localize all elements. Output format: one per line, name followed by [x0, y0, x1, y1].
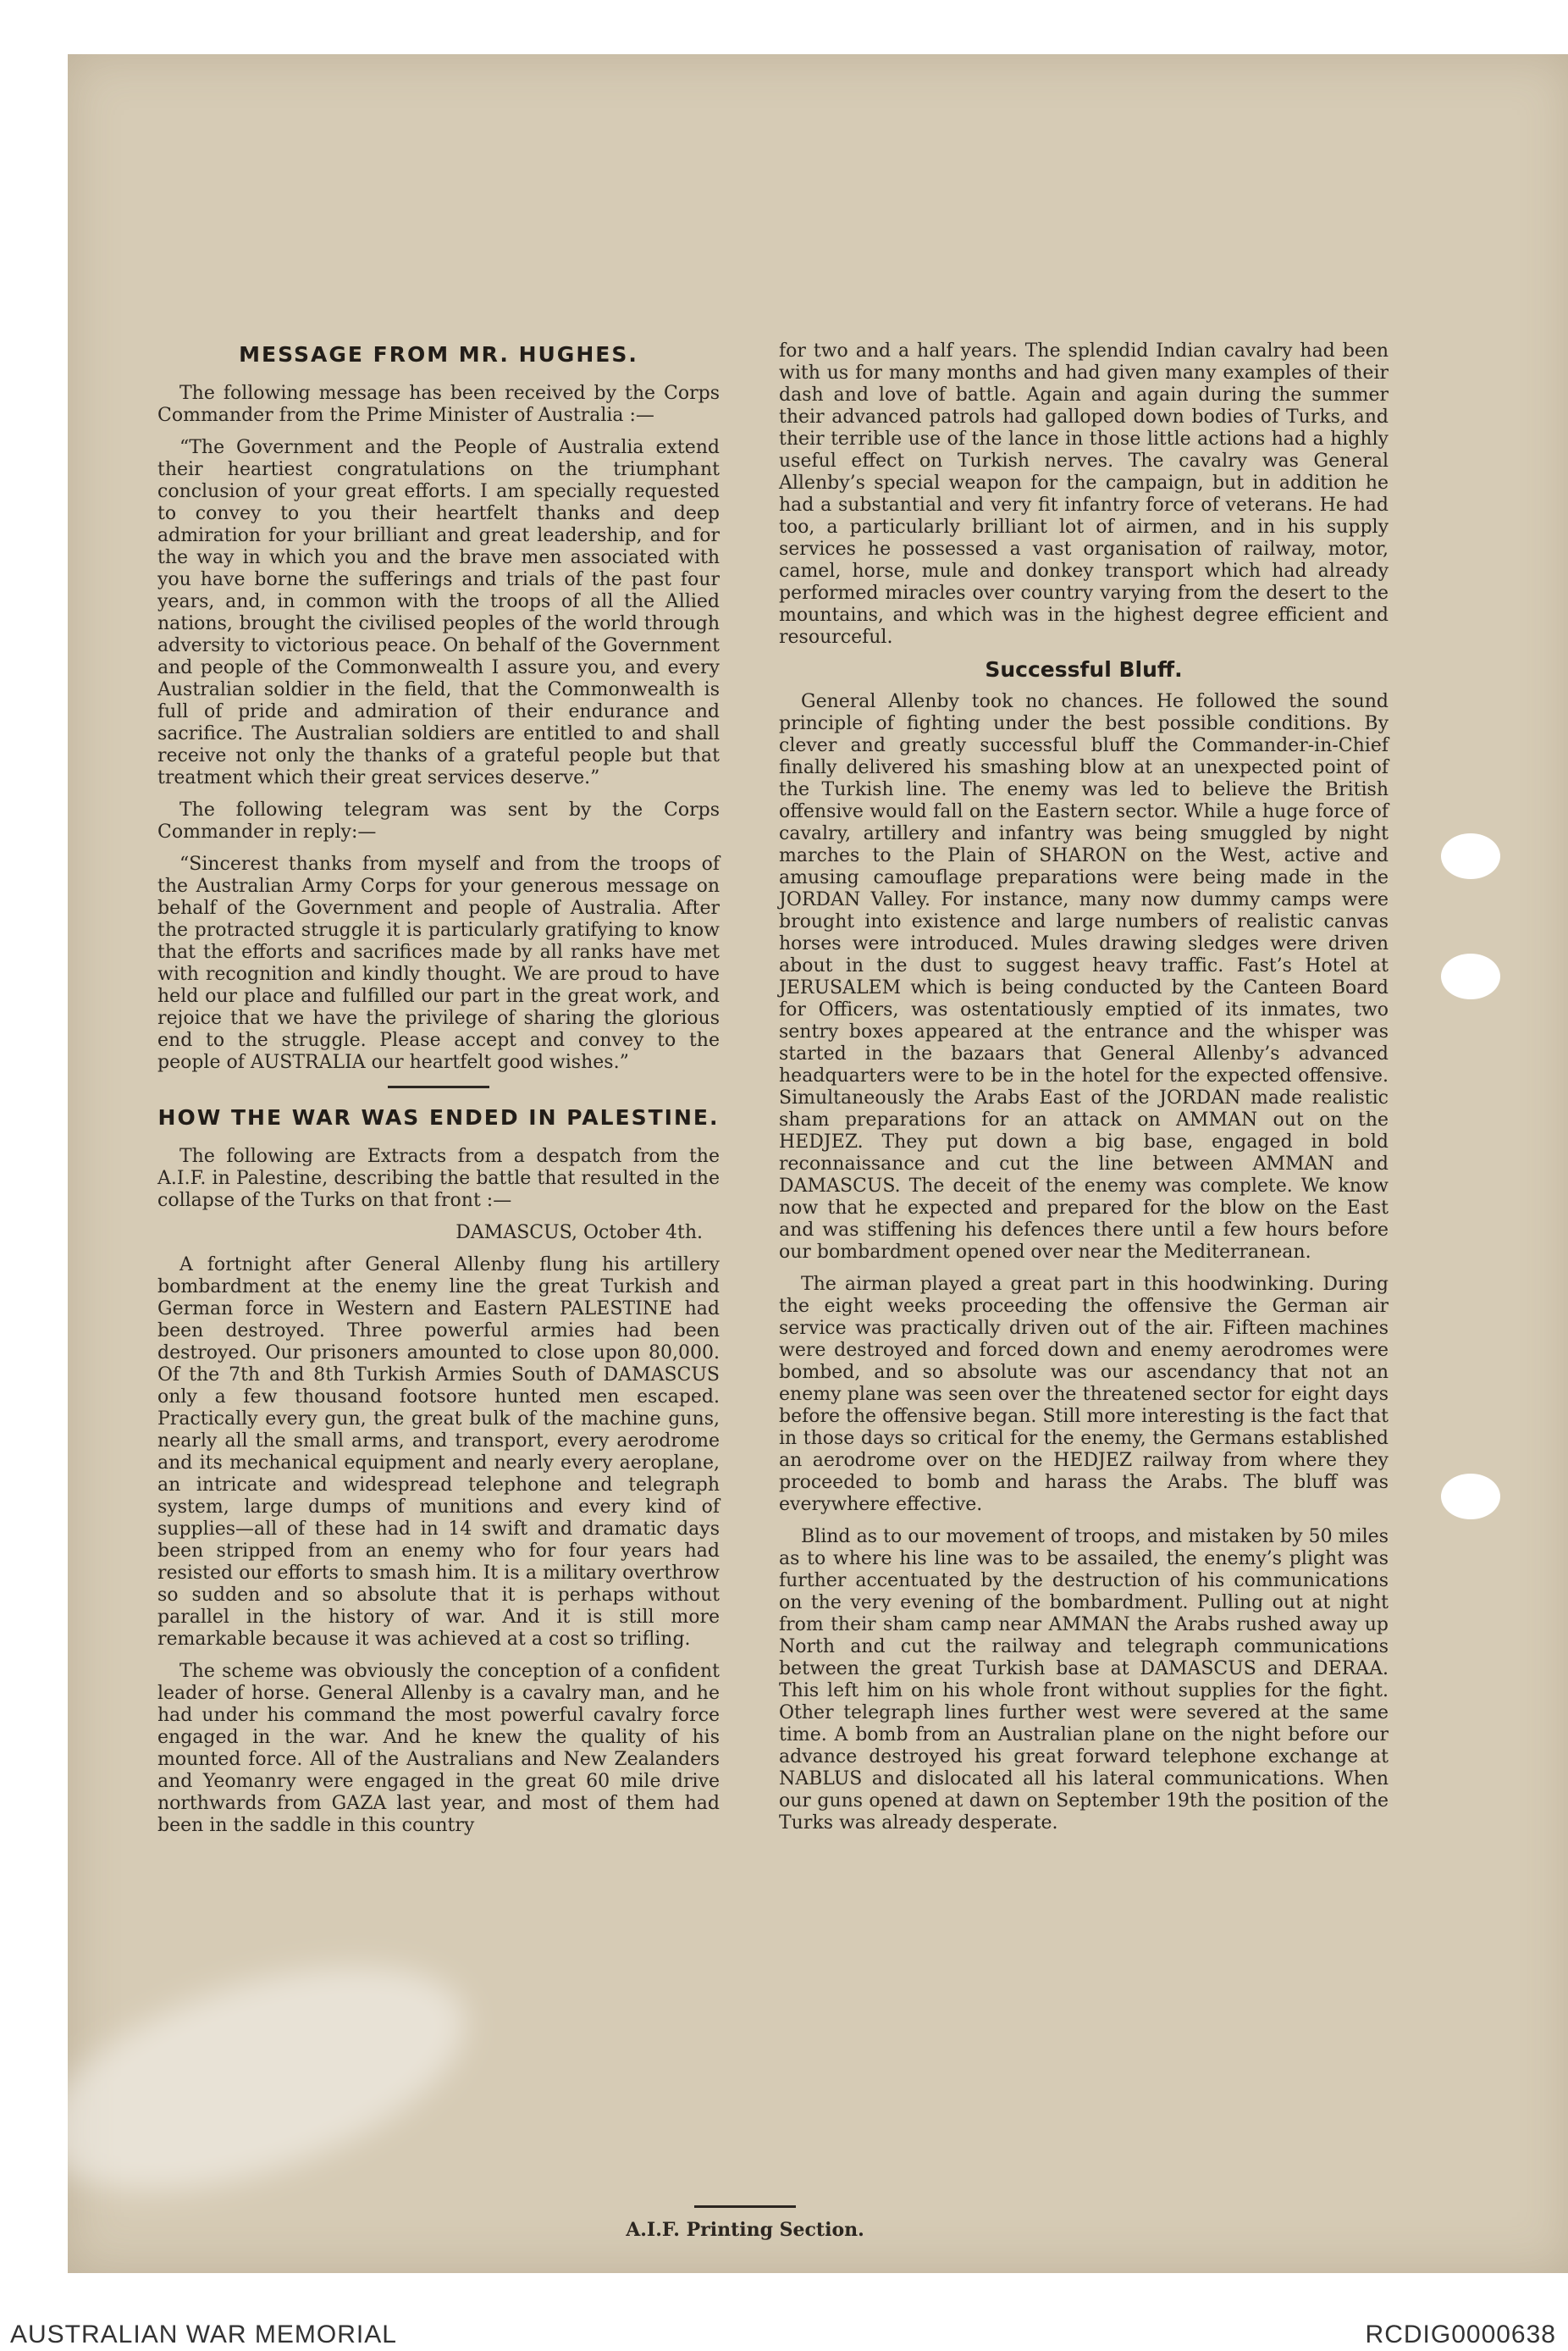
- paragraph: The following telegram was sent by the Corps Commander in reply:—: [157, 799, 720, 843]
- dateline: DAMASCUS, October 4th.: [455, 1222, 703, 1243]
- paragraph: General Allenby took no chances. He followed the sound principle of fighting under the best possible conditions. By clever and greatly successful bluff the Commander-in-Chief finally delivered his smashing blow at an unexpected point of the Turkish line. The enemy was led to believe the British offensive would fall on the Eastern sector. While a huge force of cavalry, artillery and infantry was being smuggled by night marches to the Plain of SHARON on the West, active and amusing camouflage preparations were being made in the JORDAN Valley. For instance, many now dummy camps were brought into existence and large numbers of realistic canvas horses were introduced. Mules drawing sledges were driven about in the dust to suggest heavy traffic. Fast’s Hotel at JERUSALEM which is being conducted by the Canteen Board for Officers, was ostentatiously emptied of its inmates, two sentry boxes appeared at the entrance and the whisper was started in the bazaars that General Allenby’s advanced headquarters were to be in the hotel for the expected offensive. Simultaneously the Arabs East of the JORDAN made realistic sham preparations for an attack on AMMAN out on the HEDJEZ. They put down a big base, engaged in bold reconnaissance and cut the line between AMMAN and DAMASCUS. The deceit of the enemy was complete. We know now that he expected and prepared for the blow on the East and was stiffening his defences there until a few hours before our bombardment opened over near the Mediterranean.: [779, 691, 1389, 1263]
- heading-message-from-hughes: MESSAGE FROM MR. HUGHES.: [239, 342, 638, 367]
- paragraph: The following message has been received by the Corps Commander from the Prime Minister of Australia :—: [157, 383, 720, 426]
- punch-hole-middle: [1441, 954, 1500, 999]
- footer-divider: [694, 2205, 796, 2208]
- paper-stain: [16, 1922, 493, 2235]
- paragraph: Blind as to our movement of troops, and mistaken by 50 miles as to where his line was to be assailed, the enemy’s plight was further accentuated by the destruction of his communications on the very evening of the bombardment. Pulling out at night from their sham camp near AMMAN the Arabs rushed away up North and cut the railway and telegraph communications between the great Turkish base at DAMASCUS and DERAA. This left him on his whole front without supplies for the fight. Other telegraph lines further west were severed at the same time. A bomb from an Australian plane on the night before our advance destroyed his great forward telephone exchange at NABLUS and dislocated all his lateral communications. When our guns opened at dawn on September 19th the position of the Turks was already desperate.: [779, 1526, 1389, 1834]
- paragraph: A fortnight after General Allenby flung his artillery bombardment at the enemy line the great Turkish and German force in Western and Eastern PALESTINE had been destroyed. Three powerful armies had been destroyed. Our prisoners amounted to close upon 80,000. Of the 7th and 8th Turkish Armies South of DAMASCUS only a few thousand footsore hunted men escaped. Practically every gun, the great bulk of the machine guns, nearly all the small arms, and transport, every aerodrome and its mechanical equipment and nearly every aeroplane, an intricate and widespread telephone and telegraph system, large dumps of munitions and every kind of supplies—all of these had in 14 swift and dramatic days been stripped from an enemy who for four years had resisted our efforts to smash him. It is a military overthrow so sudden and so absolute that it is perhaps without parallel in the history of war. And it is still more remarkable because it was achieved at a cost so trifling.: [157, 1254, 720, 1650]
- paragraph: The airman played a great part in this hoodwinking. During the eight weeks proceeding the offensive the German air service was practically driven out of the air. Fifteen machines were destroyed and forced down and enemy aerodromes were bombed, and so absolute was our ascendancy that not an enemy plane was seen over the threatened sector for eight days before the offensive began. Still more interesting is the fact that in those days so critical for the enemy, the Germans established an aerodrome over on the HEDJEZ railway from where they proceeded to bomb and harass the Arabs. The bluff was everywhere effective.: [779, 1274, 1389, 1515]
- paragraph: The following are Extracts from a despatch from the A.I.F. in Palestine, describing the battle that resulted in the collapse of the Turks on that front :—: [157, 1146, 720, 1211]
- printing-section-footer: A.I.F. Printing Section.: [626, 2219, 864, 2241]
- punch-hole-top: [1441, 833, 1500, 879]
- heading-successful-bluff: Successful Bluff.: [985, 657, 1183, 682]
- paragraph: “The Government and the People of Australia extend their heartiest congratulations on the triumphant conclusion of your great efforts. I am specially requested to convey to you their heartfelt thanks and deep admiration for your brilliant and great leadership, and for the way in which you and the brave men associated with you have borne the sufferings and trials of the past four years, and, in common with the troops of all the Allied nations, brought the civilised peoples of the world through adversity to victorious peace. On behalf of the Government and people of the Commonwealth I assure you, and every Australian soldier in the field, that the Commonwealth is full of pride and admiration of their endurance and sacrifice. The Australian soldiers are entitled to and shall receive not only the thanks of a grateful people but that treatment which their great services deserve.”: [157, 437, 720, 788]
- caption-record-id: RCDIG0000638: [1365, 2321, 1556, 2348]
- paragraph: for two and a half years. The splendid Indian cavalry had been with us for many months and had given many examples of their dash and love of battle. Again and again during the summer their advanced patrols had galloped down bodies of Turks, and their terrible use of the lance in those little actions had a highly useful effect on Turkish nerves. The cavalry was General Allenby’s special weapon for the campaign, but in addition he had a substantial and very fit infantry force of veterans. He had too, a particularly brilliant lot of airmen, and in his supply services he possessed a vast organisation of railway, motor, camel, horse, mule and donkey transport which had already performed miracles over country varying from the desert to the mountains, and which was in the highest degree efficient and resourceful.: [779, 340, 1389, 648]
- heading-how-the-war-was-ended: HOW THE WAR WAS ENDED IN PALESTINE.: [157, 1105, 720, 1130]
- punch-hole-bottom: [1441, 1474, 1500, 1519]
- paragraph: “Sincerest thanks from myself and from the troops of the Australian Army Corps for your generous message on behalf of the Government and people of Australia. After the protracted struggle it is particularly gratifying to know that the efforts and sacrifices made by all ranks have met with recognition and kindly thought. We are proud to have held our place and fulfilled our part in the great work, and rejoice that we have the privilege of sharing the glorious end to the struggle. Please accept and convey to the people of AUSTRALIA our heartfelt good wishes.”: [157, 854, 720, 1073]
- left-column: [157, 340, 720, 1847]
- section-divider: [388, 1086, 489, 1088]
- right-column: [779, 340, 1389, 1845]
- caption-archive-name: AUSTRALIAN WAR MEMORIAL: [10, 2321, 397, 2348]
- paragraph: The scheme was obviously the conception of a confident leader of horse. General Allenby is a cavalry man, and he had under his command the most powerful cavalry force engaged in the war. And he knew the quality of his mounted force. All of the Australians and New Zealanders and Yeomanry were engaged in the great 60 mile drive northwards from GAZA last year, and most of them had been in the saddle in this country: [157, 1661, 720, 1836]
